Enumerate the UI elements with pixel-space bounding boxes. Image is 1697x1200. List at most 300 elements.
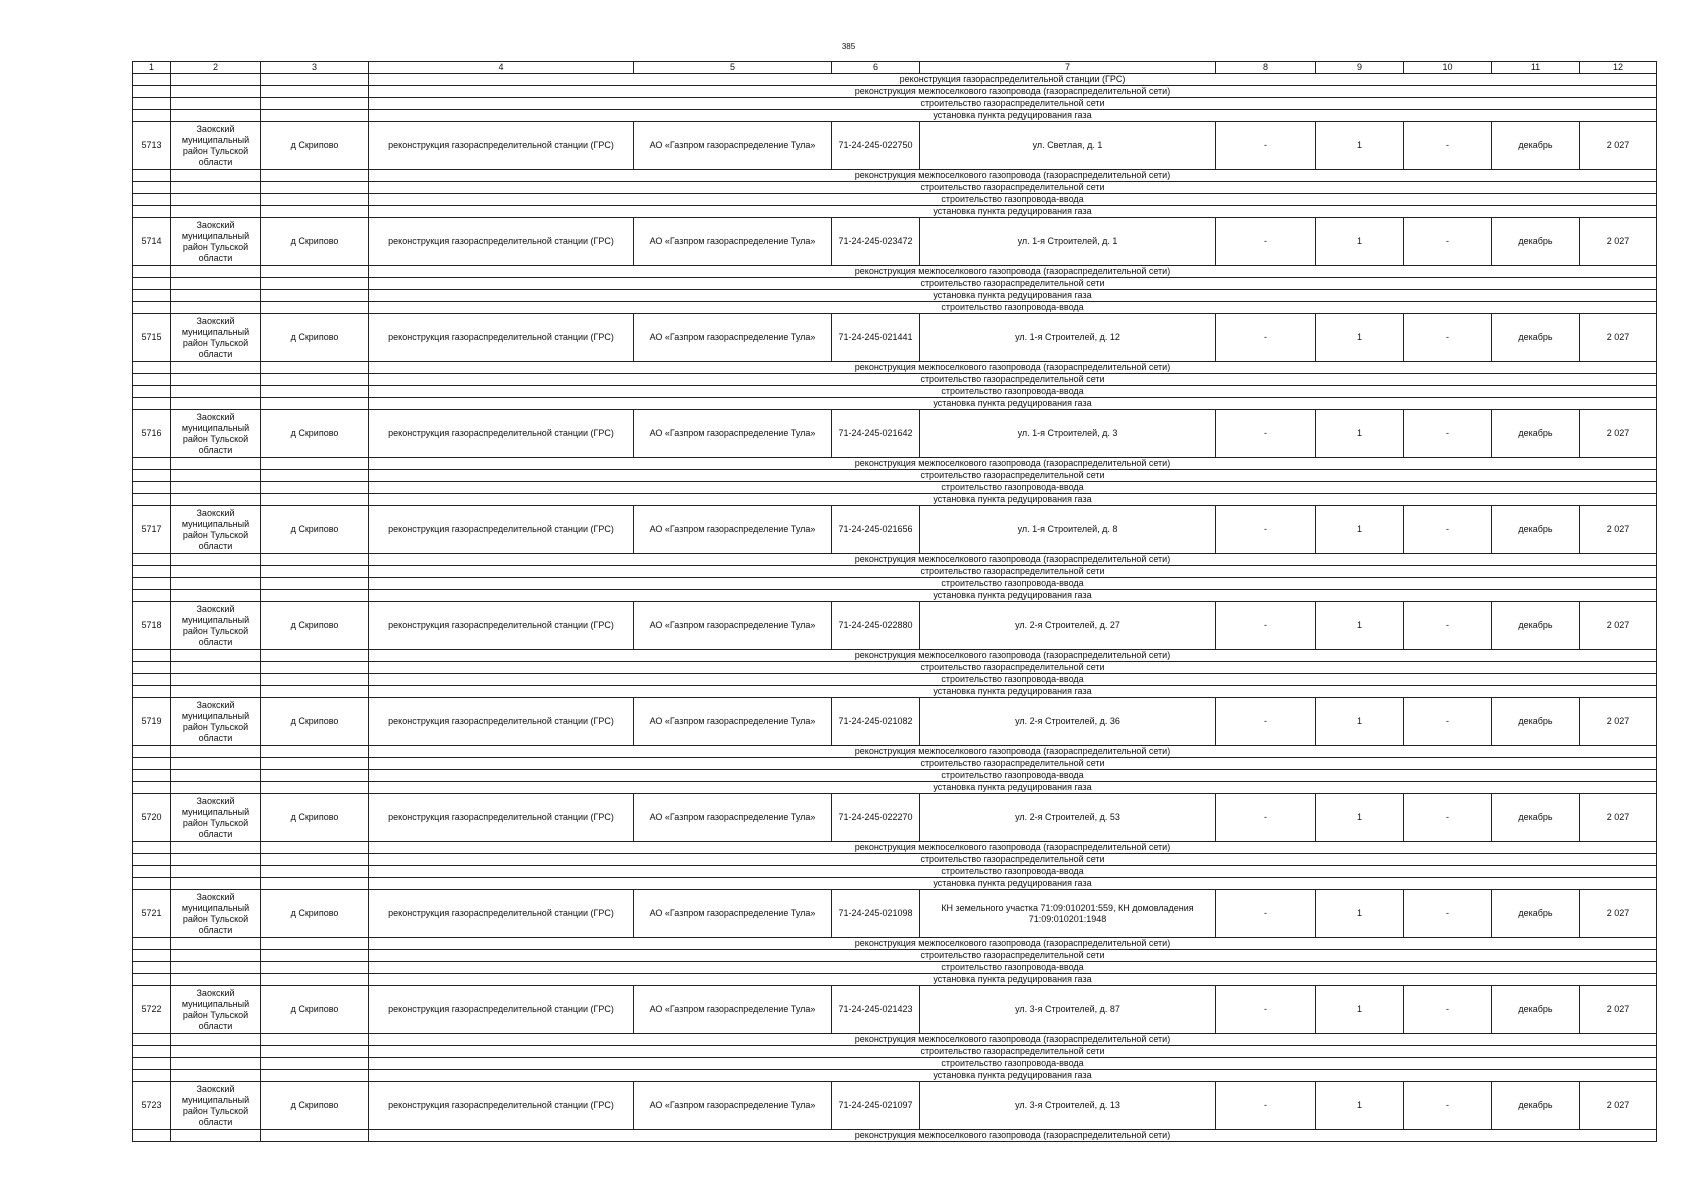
- table-row: [133, 314, 1657, 362]
- organization-cell: АО «Газпром газораспределение Тула»: [634, 602, 832, 650]
- empty-cell: [133, 674, 171, 686]
- organization-cell: АО «Газпром газораспределение Тула»: [634, 986, 832, 1034]
- locality-cell: д Скрипово: [261, 506, 369, 554]
- work-subrow: [133, 182, 1657, 194]
- empty-cell: [171, 878, 261, 890]
- column-number: 8: [1216, 62, 1316, 74]
- work-subrow: [133, 962, 1657, 974]
- empty-cell: [171, 1058, 261, 1070]
- work-subrow: [133, 98, 1657, 110]
- col10-cell: -: [1404, 218, 1492, 266]
- empty-cell: [261, 662, 369, 674]
- empty-cell: [171, 782, 261, 794]
- empty-cell: [261, 650, 369, 662]
- empty-cell: [171, 110, 261, 122]
- empty-cell: [133, 662, 171, 674]
- col8-cell: -: [1216, 314, 1316, 362]
- row-number: 5721: [133, 890, 171, 938]
- address-cell: ул. Светлая, д. 1: [920, 122, 1216, 170]
- empty-cell: [171, 974, 261, 986]
- empty-cell: [261, 854, 369, 866]
- empty-cell: [133, 1130, 171, 1142]
- work-type-cell: строительство газораспределительной сети: [369, 854, 1657, 866]
- work-subrow: [133, 650, 1657, 662]
- work-subrow: [133, 290, 1657, 302]
- work-subrow: [133, 494, 1657, 506]
- work-type-cell: установка пункта редуцирования газа: [369, 782, 1657, 794]
- col8-cell: -: [1216, 122, 1316, 170]
- work-type-cell: строительство газопровода-ввода: [369, 674, 1657, 686]
- work-subrow: [133, 266, 1657, 278]
- oktmo-cell: 71-24-245-022880: [832, 602, 920, 650]
- work-type-cell: строительство газопровода-ввода: [369, 962, 1657, 974]
- empty-cell: [133, 278, 171, 290]
- empty-cell: [133, 950, 171, 962]
- row-number: 5723: [133, 1082, 171, 1130]
- empty-cell: [133, 98, 171, 110]
- empty-cell: [171, 86, 261, 98]
- empty-cell: [261, 566, 369, 578]
- locality-cell: д Скрипово: [261, 602, 369, 650]
- oktmo-cell: 71-24-245-021423: [832, 986, 920, 1034]
- work-subrow: [133, 566, 1657, 578]
- year-cell: 2 027: [1580, 986, 1657, 1034]
- empty-cell: [261, 194, 369, 206]
- column-number: 7: [920, 62, 1216, 74]
- work-type-cell: реконструкция межпоселкового газопровода (газораспределительной сети): [369, 86, 1657, 98]
- address-cell: ул. 2-я Строителей, д. 36: [920, 698, 1216, 746]
- empty-cell: [171, 770, 261, 782]
- month-cell: декабрь: [1492, 986, 1580, 1034]
- empty-cell: [171, 938, 261, 950]
- table-row: [133, 698, 1657, 746]
- organization-cell: АО «Газпром газораспределение Тула»: [634, 506, 832, 554]
- column-number: 2: [171, 62, 261, 74]
- col9-cell: 1: [1316, 602, 1404, 650]
- locality-cell: д Скрипово: [261, 122, 369, 170]
- empty-cell: [171, 482, 261, 494]
- col8-cell: -: [1216, 986, 1316, 1034]
- empty-cell: [133, 398, 171, 410]
- work-subrow: [133, 662, 1657, 674]
- work-subrow: [133, 194, 1657, 206]
- empty-cell: [133, 782, 171, 794]
- locality-cell: д Скрипово: [261, 890, 369, 938]
- empty-cell: [133, 974, 171, 986]
- empty-cell: [133, 854, 171, 866]
- address-cell: ул. 1-я Строителей, д. 8: [920, 506, 1216, 554]
- work-type-cell: строительство газораспределительной сети: [369, 374, 1657, 386]
- empty-cell: [171, 1070, 261, 1082]
- work-type-cell: установка пункта редуцирования газа: [369, 110, 1657, 122]
- row-number: 5718: [133, 602, 171, 650]
- empty-cell: [171, 494, 261, 506]
- empty-cell: [171, 962, 261, 974]
- organization-cell: АО «Газпром газораспределение Тула»: [634, 410, 832, 458]
- empty-cell: [261, 98, 369, 110]
- district-cell: Заокский муниципальный район Тульской области: [171, 698, 261, 746]
- empty-cell: [261, 938, 369, 950]
- district-cell: Заокский муниципальный район Тульской области: [171, 122, 261, 170]
- district-cell: Заокский муниципальный район Тульской области: [171, 1082, 261, 1130]
- district-cell: Заокский муниципальный район Тульской области: [171, 602, 261, 650]
- work-type-cell: строительство газораспределительной сети: [369, 182, 1657, 194]
- empty-cell: [261, 1058, 369, 1070]
- district-cell: Заокский муниципальный район Тульской области: [171, 314, 261, 362]
- col10-cell: -: [1404, 986, 1492, 1034]
- col8-cell: -: [1216, 698, 1316, 746]
- column-number-row: [133, 62, 1657, 74]
- year-cell: 2 027: [1580, 794, 1657, 842]
- empty-cell: [133, 878, 171, 890]
- col9-cell: 1: [1316, 986, 1404, 1034]
- work-type-cell: строительство газораспределительной сети: [369, 278, 1657, 290]
- empty-cell: [133, 650, 171, 662]
- work-subrow: [133, 758, 1657, 770]
- address-cell: ул. 2-я Строителей, д. 53: [920, 794, 1216, 842]
- empty-cell: [133, 86, 171, 98]
- empty-cell: [171, 854, 261, 866]
- month-cell: декабрь: [1492, 698, 1580, 746]
- work-subrow: [133, 398, 1657, 410]
- empty-cell: [261, 290, 369, 302]
- empty-cell: [171, 266, 261, 278]
- year-cell: 2 027: [1580, 602, 1657, 650]
- empty-cell: [133, 1058, 171, 1070]
- empty-cell: [261, 578, 369, 590]
- column-number: 12: [1580, 62, 1657, 74]
- row-number: 5713: [133, 122, 171, 170]
- empty-cell: [261, 1130, 369, 1142]
- empty-cell: [261, 458, 369, 470]
- address-cell: ул. 3-я Строителей, д. 87: [920, 986, 1216, 1034]
- empty-cell: [133, 758, 171, 770]
- empty-cell: [261, 686, 369, 698]
- work-type-cell: строительство газопровода-ввода: [369, 386, 1657, 398]
- empty-cell: [261, 758, 369, 770]
- work-subrow: [133, 770, 1657, 782]
- empty-cell: [133, 110, 171, 122]
- empty-cell: [133, 470, 171, 482]
- work-cell: реконструкция газораспределительной станции (ГРС): [369, 1082, 634, 1130]
- empty-cell: [133, 302, 171, 314]
- empty-cell: [171, 302, 261, 314]
- empty-cell: [133, 362, 171, 374]
- work-subrow: [133, 842, 1657, 854]
- gasification-table: [132, 61, 1657, 1142]
- empty-cell: [133, 842, 171, 854]
- work-subrow: [133, 674, 1657, 686]
- table-row: [133, 410, 1657, 458]
- work-cell: реконструкция газораспределительной станции (ГРС): [369, 890, 634, 938]
- empty-cell: [261, 266, 369, 278]
- work-subrow: [133, 590, 1657, 602]
- work-subrow: [133, 938, 1657, 950]
- work-subrow: [133, 1034, 1657, 1046]
- work-subrow: [133, 578, 1657, 590]
- year-cell: 2 027: [1580, 314, 1657, 362]
- empty-cell: [261, 374, 369, 386]
- empty-cell: [171, 398, 261, 410]
- work-cell: реконструкция газораспределительной станции (ГРС): [369, 698, 634, 746]
- empty-cell: [133, 686, 171, 698]
- empty-cell: [171, 470, 261, 482]
- col9-cell: 1: [1316, 410, 1404, 458]
- work-subrow: [133, 110, 1657, 122]
- work-subrow: [133, 782, 1657, 794]
- work-type-cell: строительство газораспределительной сети: [369, 566, 1657, 578]
- col10-cell: -: [1404, 410, 1492, 458]
- table-row: [133, 506, 1657, 554]
- empty-cell: [133, 590, 171, 602]
- empty-cell: [133, 194, 171, 206]
- address-cell: ул. 1-я Строителей, д. 1: [920, 218, 1216, 266]
- empty-cell: [133, 866, 171, 878]
- empty-cell: [261, 86, 369, 98]
- empty-cell: [261, 1034, 369, 1046]
- empty-cell: [261, 554, 369, 566]
- empty-cell: [261, 74, 369, 86]
- work-subrow: [133, 470, 1657, 482]
- work-type-cell: реконструкция межпоселкового газопровода (газораспределительной сети): [369, 650, 1657, 662]
- district-cell: Заокский муниципальный район Тульской области: [171, 986, 261, 1034]
- year-cell: 2 027: [1580, 506, 1657, 554]
- empty-cell: [133, 1046, 171, 1058]
- organization-cell: АО «Газпром газораспределение Тула»: [634, 794, 832, 842]
- work-subrow: [133, 86, 1657, 98]
- work-subrow: [133, 386, 1657, 398]
- address-cell: ул. 3-я Строителей, д. 13: [920, 1082, 1216, 1130]
- col8-cell: -: [1216, 602, 1316, 650]
- col10-cell: -: [1404, 1082, 1492, 1130]
- empty-cell: [171, 650, 261, 662]
- row-number: 5714: [133, 218, 171, 266]
- empty-cell: [133, 494, 171, 506]
- col9-cell: 1: [1316, 890, 1404, 938]
- empty-cell: [171, 950, 261, 962]
- oktmo-cell: 71-24-245-021642: [832, 410, 920, 458]
- page-number: 385: [841, 42, 856, 51]
- empty-cell: [133, 1070, 171, 1082]
- locality-cell: д Скрипово: [261, 698, 369, 746]
- work-subrow: [133, 1046, 1657, 1058]
- empty-cell: [261, 110, 369, 122]
- month-cell: декабрь: [1492, 122, 1580, 170]
- work-cell: реконструкция газораспределительной станции (ГРС): [369, 794, 634, 842]
- column-number: 5: [634, 62, 832, 74]
- col9-cell: 1: [1316, 1082, 1404, 1130]
- empty-cell: [171, 278, 261, 290]
- table-row: [133, 602, 1657, 650]
- work-subrow: [133, 482, 1657, 494]
- col8-cell: -: [1216, 506, 1316, 554]
- oktmo-cell: 71-24-245-021441: [832, 314, 920, 362]
- empty-cell: [133, 770, 171, 782]
- empty-cell: [133, 578, 171, 590]
- month-cell: декабрь: [1492, 314, 1580, 362]
- table-row: [133, 122, 1657, 170]
- work-type-cell: установка пункта редуцирования газа: [369, 206, 1657, 218]
- work-subrow: [133, 74, 1657, 86]
- work-cell: реконструкция газораспределительной станции (ГРС): [369, 986, 634, 1034]
- empty-cell: [171, 554, 261, 566]
- work-cell: реконструкция газораспределительной станции (ГРС): [369, 506, 634, 554]
- work-subrow: [133, 278, 1657, 290]
- address-cell: ул. 1-я Строителей, д. 3: [920, 410, 1216, 458]
- work-subrow: [133, 170, 1657, 182]
- col10-cell: -: [1404, 794, 1492, 842]
- work-type-cell: реконструкция межпоселкового газопровода (газораспределительной сети): [369, 554, 1657, 566]
- empty-cell: [261, 1070, 369, 1082]
- empty-cell: [261, 674, 369, 686]
- oktmo-cell: 71-24-245-022270: [832, 794, 920, 842]
- empty-cell: [261, 182, 369, 194]
- row-number: 5715: [133, 314, 171, 362]
- empty-cell: [261, 950, 369, 962]
- empty-cell: [171, 686, 261, 698]
- table-row: [133, 1082, 1657, 1130]
- column-number: 9: [1316, 62, 1404, 74]
- work-type-cell: реконструкция межпоселкового газопровода (газораспределительной сети): [369, 746, 1657, 758]
- locality-cell: д Скрипово: [261, 218, 369, 266]
- row-number: 5717: [133, 506, 171, 554]
- empty-cell: [133, 266, 171, 278]
- locality-cell: д Скрипово: [261, 986, 369, 1034]
- empty-cell: [133, 458, 171, 470]
- work-cell: реконструкция газораспределительной станции (ГРС): [369, 122, 634, 170]
- empty-cell: [171, 590, 261, 602]
- table-row: [133, 986, 1657, 1034]
- district-cell: Заокский муниципальный район Тульской области: [171, 218, 261, 266]
- empty-cell: [171, 578, 261, 590]
- empty-cell: [261, 1046, 369, 1058]
- empty-cell: [133, 566, 171, 578]
- empty-cell: [261, 782, 369, 794]
- work-cell: реконструкция газораспределительной станции (ГРС): [369, 602, 634, 650]
- empty-cell: [261, 482, 369, 494]
- oktmo-cell: 71-24-245-021097: [832, 1082, 920, 1130]
- oktmo-cell: 71-24-245-023472: [832, 218, 920, 266]
- empty-cell: [261, 842, 369, 854]
- row-number: 5720: [133, 794, 171, 842]
- empty-cell: [261, 770, 369, 782]
- col8-cell: -: [1216, 794, 1316, 842]
- row-number: 5716: [133, 410, 171, 458]
- year-cell: 2 027: [1580, 698, 1657, 746]
- empty-cell: [171, 182, 261, 194]
- empty-cell: [133, 170, 171, 182]
- column-number: 1: [133, 62, 171, 74]
- work-type-cell: строительство газораспределительной сети: [369, 470, 1657, 482]
- work-cell: реконструкция газораспределительной станции (ГРС): [369, 410, 634, 458]
- work-type-cell: реконструкция межпоселкового газопровода (газораспределительной сети): [369, 362, 1657, 374]
- empty-cell: [171, 1034, 261, 1046]
- oktmo-cell: 71-24-245-021082: [832, 698, 920, 746]
- work-type-cell: установка пункта редуцирования газа: [369, 974, 1657, 986]
- locality-cell: д Скрипово: [261, 410, 369, 458]
- district-cell: Заокский муниципальный район Тульской области: [171, 506, 261, 554]
- empty-cell: [261, 494, 369, 506]
- year-cell: 2 027: [1580, 218, 1657, 266]
- work-type-cell: строительство газораспределительной сети: [369, 1046, 1657, 1058]
- col10-cell: -: [1404, 122, 1492, 170]
- empty-cell: [171, 170, 261, 182]
- work-type-cell: установка пункта редуцирования газа: [369, 1070, 1657, 1082]
- col10-cell: -: [1404, 698, 1492, 746]
- col9-cell: 1: [1316, 218, 1404, 266]
- empty-cell: [133, 482, 171, 494]
- col8-cell: -: [1216, 410, 1316, 458]
- work-cell: реконструкция газораспределительной станции (ГРС): [369, 314, 634, 362]
- work-subrow: [133, 854, 1657, 866]
- empty-cell: [261, 278, 369, 290]
- table-row: [133, 794, 1657, 842]
- empty-cell: [133, 386, 171, 398]
- col9-cell: 1: [1316, 314, 1404, 362]
- work-type-cell: строительство газопровода-ввода: [369, 194, 1657, 206]
- empty-cell: [171, 98, 261, 110]
- empty-cell: [261, 386, 369, 398]
- work-type-cell: реконструкция межпоселкового газопровода (газораспределительной сети): [369, 1130, 1657, 1142]
- work-type-cell: строительство газораспределительной сети: [369, 950, 1657, 962]
- organization-cell: АО «Газпром газораспределение Тула»: [634, 698, 832, 746]
- column-number: 10: [1404, 62, 1492, 74]
- col10-cell: -: [1404, 314, 1492, 362]
- empty-cell: [133, 1034, 171, 1046]
- address-cell: ул. 2-я Строителей, д. 27: [920, 602, 1216, 650]
- locality-cell: д Скрипово: [261, 1082, 369, 1130]
- col8-cell: -: [1216, 1082, 1316, 1130]
- oktmo-cell: 71-24-245-021656: [832, 506, 920, 554]
- work-cell: реконструкция газораспределительной станции (ГРС): [369, 218, 634, 266]
- work-type-cell: реконструкция межпоселкового газопровода (газораспределительной сети): [369, 170, 1657, 182]
- work-type-cell: строительство газопровода-ввода: [369, 1058, 1657, 1070]
- work-type-cell: установка пункта редуцирования газа: [369, 290, 1657, 302]
- work-type-cell: реконструкция межпоселкового газопровода (газораспределительной сети): [369, 938, 1657, 950]
- oktmo-cell: 71-24-245-021098: [832, 890, 920, 938]
- empty-cell: [171, 662, 261, 674]
- empty-cell: [261, 206, 369, 218]
- col9-cell: 1: [1316, 698, 1404, 746]
- empty-cell: [261, 362, 369, 374]
- empty-cell: [261, 398, 369, 410]
- work-subrow: [133, 746, 1657, 758]
- year-cell: 2 027: [1580, 1082, 1657, 1130]
- work-type-cell: реконструкция межпоселкового газопровода (газораспределительной сети): [369, 458, 1657, 470]
- column-number: 4: [369, 62, 634, 74]
- work-type-cell: реконструкция межпоселкового газопровода (газораспределительной сети): [369, 842, 1657, 854]
- work-type-cell: установка пункта редуцирования газа: [369, 590, 1657, 602]
- month-cell: декабрь: [1492, 794, 1580, 842]
- work-subrow: [133, 206, 1657, 218]
- empty-cell: [261, 170, 369, 182]
- address-cell: КН земельного участка 71:09:010201:559, КН домовладения 71:09:010201:1948: [920, 890, 1216, 938]
- col8-cell: -: [1216, 890, 1316, 938]
- month-cell: декабрь: [1492, 506, 1580, 554]
- empty-cell: [261, 878, 369, 890]
- organization-cell: АО «Газпром газораспределение Тула»: [634, 1082, 832, 1130]
- work-type-cell: строительство газораспределительной сети: [369, 758, 1657, 770]
- month-cell: декабрь: [1492, 218, 1580, 266]
- work-type-cell: строительство газораспределительной сети: [369, 98, 1657, 110]
- empty-cell: [171, 458, 261, 470]
- work-type-cell: установка пункта редуцирования газа: [369, 878, 1657, 890]
- oktmo-cell: 71-24-245-022750: [832, 122, 920, 170]
- empty-cell: [171, 206, 261, 218]
- col9-cell: 1: [1316, 122, 1404, 170]
- work-subrow: [133, 1070, 1657, 1082]
- locality-cell: д Скрипово: [261, 794, 369, 842]
